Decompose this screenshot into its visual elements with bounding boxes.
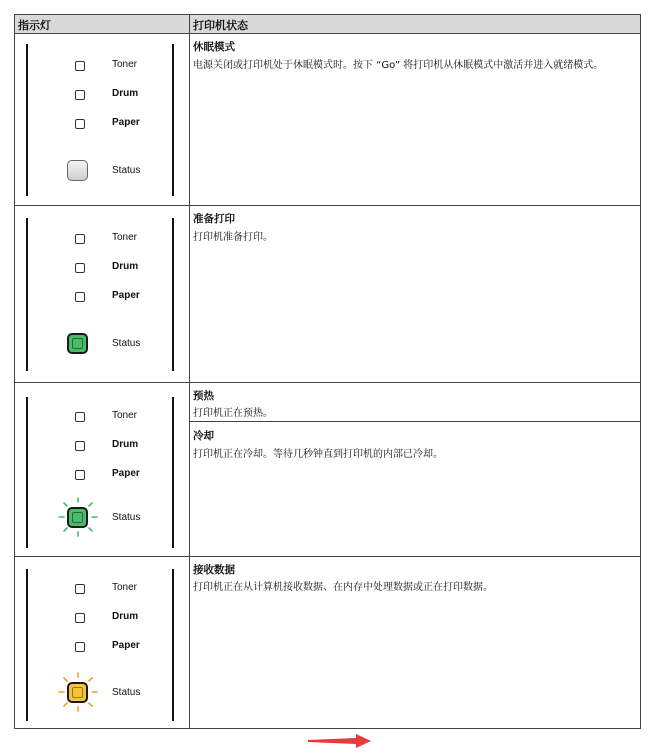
state-desc-ready: 打印机准备打印。 [193, 232, 273, 243]
panel-left-bar [26, 44, 28, 196]
status-label: Status [112, 338, 141, 349]
toner-label: Toner [112, 582, 138, 593]
toner-led-icon [75, 584, 85, 594]
status-led-green-icon [67, 333, 88, 354]
drum-label: Drum [112, 439, 139, 450]
state-title-receiving: 接收数据 [193, 564, 235, 576]
panel-right-bar [172, 569, 174, 721]
led-panel-receiving [15, 557, 189, 729]
state-desc-sleep: 电源关闭或打印机处于休眠模式时。按下 “Go” 将打印机从休眠模式中激活并进入就绪模式。 [193, 60, 604, 71]
panel-left-bar [26, 569, 28, 721]
drum-led-icon [75, 263, 85, 273]
status-label: Status [112, 165, 141, 176]
paper-led-icon [75, 642, 85, 652]
status-led-yellow-icon [67, 682, 88, 703]
next-page-arrow-icon[interactable] [308, 734, 372, 748]
paper-label: Paper [112, 468, 140, 479]
status-label: Status [112, 512, 141, 523]
paper-label: Paper [112, 290, 140, 301]
led-panel-warming [15, 383, 189, 556]
status-led-green-icon [67, 507, 88, 528]
state-desc-warming: 打印机正在预热。 [193, 408, 273, 419]
header-printer-state: 打印机状态 [193, 19, 248, 32]
status-label: Status [112, 687, 141, 698]
state-title-ready: 准备打印 [193, 213, 235, 225]
toner-led-icon [75, 61, 85, 71]
led-panel-sleep [15, 34, 189, 205]
state-title-warming: 预热 [193, 390, 214, 402]
paper-label: Paper [112, 117, 140, 128]
led-panel-ready [15, 206, 189, 382]
panel-left-bar [26, 397, 28, 548]
drum-label: Drum [112, 261, 139, 272]
status-led-off-icon [67, 160, 88, 181]
state-title-sleep: 休眠模式 [193, 41, 235, 53]
toner-label: Toner [112, 410, 138, 421]
drum-label: Drum [112, 611, 139, 622]
panel-right-bar [172, 44, 174, 196]
panel-right-bar [172, 218, 174, 371]
toner-led-icon [75, 234, 85, 244]
state-desc-cooling: 打印机正在冷却。等待几秒钟直到打印机的内部已冷却。 [193, 449, 443, 460]
table-header [15, 15, 640, 34]
panel-right-bar [172, 397, 174, 548]
drum-led-icon [75, 90, 85, 100]
paper-led-icon [75, 119, 85, 129]
drum-led-icon [75, 613, 85, 623]
drum-led-icon [75, 441, 85, 451]
toner-led-icon [75, 412, 85, 422]
state-title-cooling: 冷却 [193, 430, 214, 442]
header-indicator: 指示灯 [18, 19, 51, 32]
paper-led-icon [75, 470, 85, 480]
toner-label: Toner [112, 232, 138, 243]
paper-led-icon [75, 292, 85, 302]
drum-label: Drum [112, 88, 139, 99]
toner-label: Toner [112, 59, 138, 70]
column-divider [189, 15, 190, 728]
panel-left-bar [26, 218, 28, 371]
led-status-table [14, 14, 641, 729]
paper-label: Paper [112, 640, 140, 651]
state-desc-receiving: 打印机正在从计算机接收数据、在内存中处理数据或正在打印数据。 [193, 582, 493, 593]
